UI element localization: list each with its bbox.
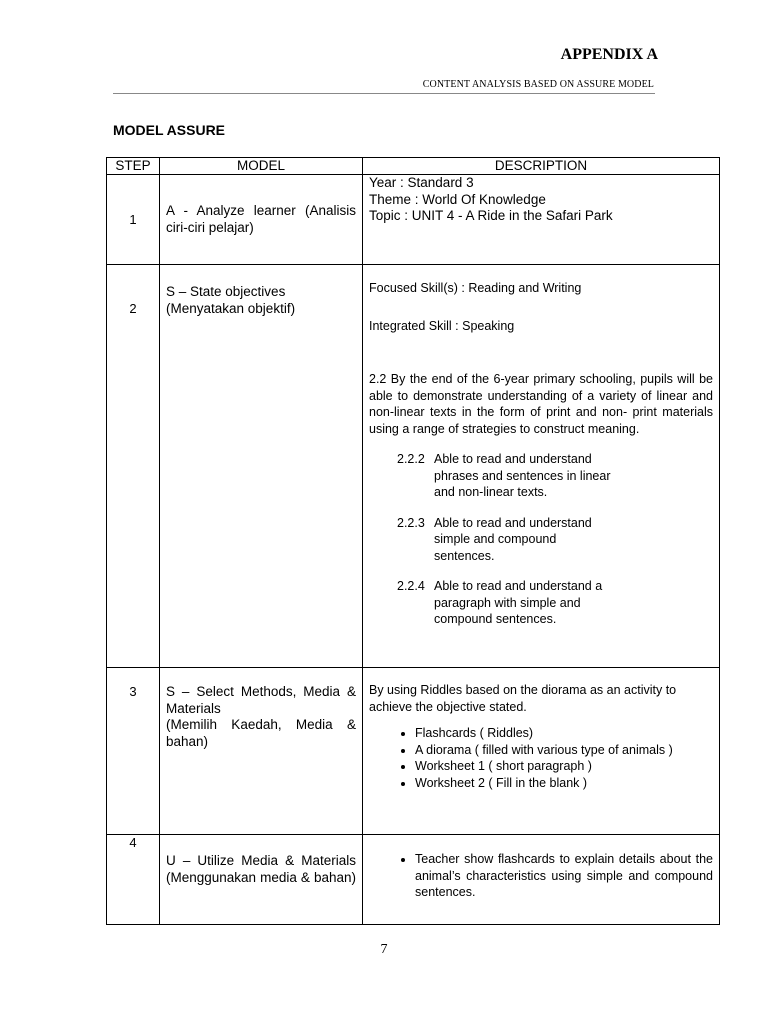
model-cell — [160, 835, 363, 925]
method-intro-text: By using Riddles based on the diorama as an activity to achieve the objective stated. — [369, 683, 677, 714]
learning-standard-text: Able to read and understand phrases and sentences in linear and non-linear texts. — [434, 452, 611, 499]
utilize-list — [369, 851, 713, 901]
model-text: U – Utilize Media & Materials — [166, 853, 356, 868]
model-text: A - Analyze learner (Analisis ciri-ciri pelajar) — [166, 203, 356, 235]
learning-standard-item — [397, 515, 713, 565]
table-row — [107, 265, 720, 668]
year-text: Year : Standard 3 — [369, 175, 474, 190]
description-cell — [363, 175, 720, 265]
step-cell: 3 — [107, 668, 160, 835]
model-cell — [160, 668, 363, 835]
step-cell: 1 — [107, 175, 160, 265]
table-row — [107, 835, 720, 925]
model-cell — [160, 175, 363, 265]
learning-standard-number: 2.2.2 — [397, 452, 425, 466]
learning-standard-text: Able to read and understand simple and compound sentences. — [434, 515, 592, 563]
assure-table — [106, 157, 720, 925]
step-cell: 2 — [107, 265, 160, 668]
theme-text: Theme : World Of Knowledge — [369, 191, 546, 207]
learning-standard-item — [397, 451, 713, 501]
table-header-row — [107, 158, 720, 175]
model-text: S – State objectives — [166, 284, 286, 299]
list-item: • A diorama ( filled with various type of animals ) — [415, 742, 713, 759]
content-standard-text: 2.2 By the end of the 6-year primary schooling, pupils will be able to demonstrate understanding of a variety of linear and non-linear texts in the form of print and non- print materials using a range of strategies to construct meaning. — [369, 372, 713, 436]
column-header-description: DESCRIPTION — [363, 158, 720, 175]
description-cell — [363, 265, 720, 668]
list-item: • Flashcards ( Riddles) — [415, 725, 713, 742]
focused-skill-text: Focused Skill(s) : Reading and Writing — [369, 281, 582, 295]
table-row — [107, 175, 720, 265]
header-rule — [113, 93, 655, 94]
list-item: • Worksheet 2 ( Fill in the blank ) — [415, 775, 713, 792]
appendix-title: APPENDIX A — [560, 46, 658, 63]
column-header-model: MODEL — [160, 158, 363, 175]
integrated-skill-text: Integrated Skill : Speaking — [369, 318, 515, 333]
learning-standard-text: Able to read and understand a paragraph with simple and compound sentences. — [434, 579, 603, 626]
column-header-step: STEP — [107, 158, 160, 175]
description-cell — [363, 835, 720, 925]
model-translation: (Menggunakan media & bahan) — [166, 869, 356, 885]
model-cell — [160, 265, 363, 668]
model-translation: (Menyatakan objektif) — [166, 300, 296, 316]
model-text: S – Select Methods, Media & Materials — [166, 684, 356, 716]
description-cell — [363, 668, 720, 835]
section-title: MODEL ASSURE — [113, 122, 226, 138]
step-cell: 4 — [107, 835, 160, 925]
page-number: 7 — [380, 942, 388, 957]
list-item: • Worksheet 1 ( short paragraph ) — [415, 758, 713, 775]
list-item: • Teacher show flashcards to explain details about the animal’s characteristics using simple and compound sentences. — [415, 851, 713, 901]
learning-standard-item — [397, 578, 713, 628]
topic-text: Topic : UNIT 4 - A Ride in the Safari Park — [369, 208, 613, 223]
materials-list — [369, 725, 713, 791]
document-subtitle: CONTENT ANALYSIS BASED ON ASSURE MODEL — [422, 79, 654, 90]
table-row — [107, 668, 720, 835]
learning-standard-number: 2.2.4 — [397, 579, 425, 593]
learning-standard-number: 2.2.3 — [397, 515, 425, 530]
model-translation: (Memilih Kaedah, Media & bahan) — [166, 717, 356, 749]
